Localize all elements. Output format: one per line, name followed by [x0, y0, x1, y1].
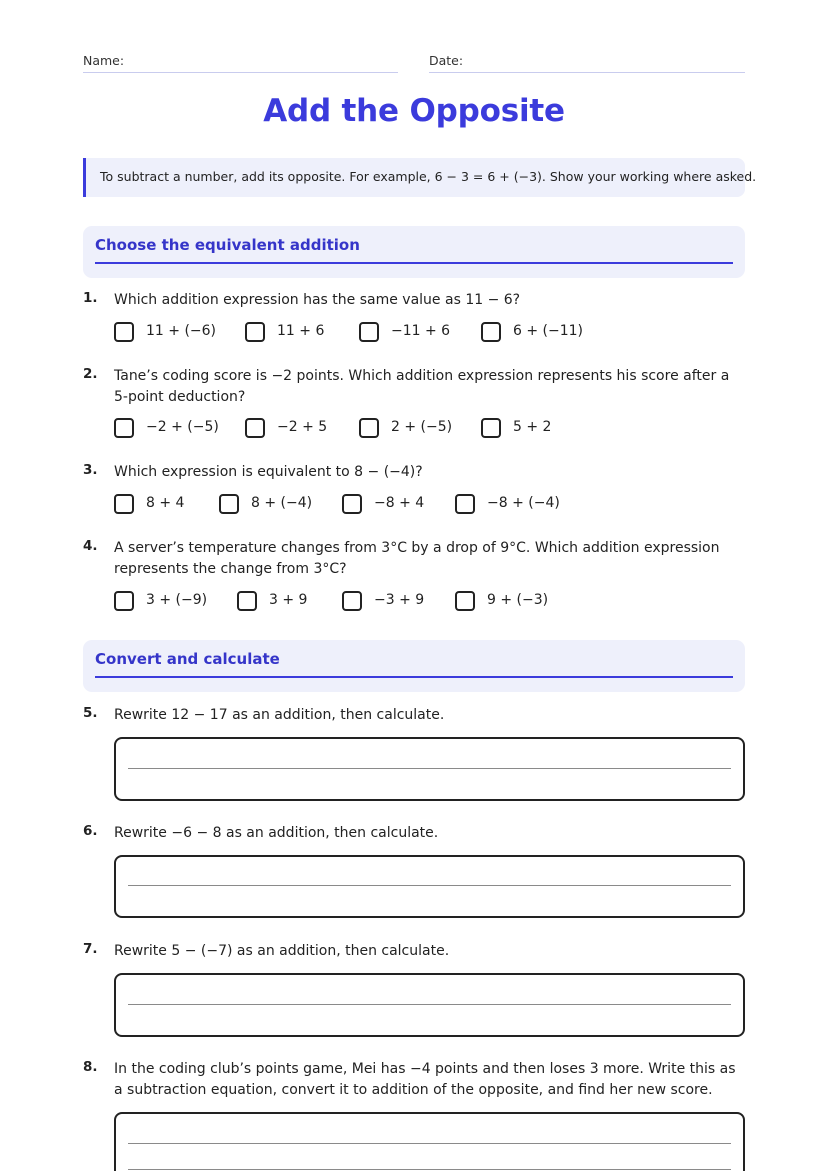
- checkbox-icon[interactable]: [359, 322, 379, 342]
- question-number: 2.: [83, 366, 98, 382]
- date-field[interactable]: [429, 52, 745, 73]
- section-rule: [95, 676, 733, 678]
- instructions-callout: [83, 158, 757, 197]
- answer-line: [128, 1169, 731, 1170]
- answer-box-7[interactable]: [114, 973, 745, 1037]
- section-title: Convert and calculate: [95, 650, 280, 668]
- checkbox-icon[interactable]: [481, 418, 501, 438]
- question-number: 3.: [83, 462, 98, 478]
- answer-box-8[interactable]: [114, 1112, 745, 1171]
- option-label: −2 + 5: [277, 419, 328, 435]
- answer-box-6[interactable]: [114, 855, 745, 918]
- answer-line: [128, 1004, 731, 1005]
- question-text: Rewrite 12 − 17 as an addition, then calculate.: [114, 707, 445, 723]
- checkbox-icon[interactable]: [245, 418, 265, 438]
- option-label: 9 + (−3): [487, 592, 549, 608]
- option-label: −8 + 4: [374, 495, 425, 511]
- question-number: 5.: [83, 705, 98, 721]
- checkbox-icon[interactable]: [237, 591, 257, 611]
- question-number: 8.: [83, 1059, 98, 1075]
- name-label: Name:: [83, 53, 125, 68]
- option-label: 3 + 9: [269, 592, 308, 608]
- option-label: 8 + (−4): [251, 495, 313, 511]
- option-label: −3 + 9: [374, 592, 425, 608]
- option-label: 8 + 4: [146, 495, 185, 511]
- answer-line: [128, 1143, 731, 1144]
- option-label: −2 + (−5): [146, 419, 219, 435]
- option-label: −8 + (−4): [487, 495, 560, 511]
- section-rule: [95, 262, 733, 264]
- section-title: Choose the equivalent addition: [95, 236, 360, 254]
- answer-line: [128, 768, 731, 769]
- question-number: 4.: [83, 538, 98, 554]
- question-number: 1.: [83, 290, 98, 306]
- checkbox-icon[interactable]: [481, 322, 501, 342]
- section-header-convert-calculate: [83, 640, 745, 692]
- date-label: Date:: [429, 53, 464, 68]
- checkbox-icon[interactable]: [359, 418, 379, 438]
- name-field[interactable]: [83, 52, 398, 73]
- checkbox-icon[interactable]: [455, 494, 475, 514]
- option-label: 5 + 2: [513, 419, 552, 435]
- question-text: In the coding club’s points game, Mei has −4 points and then loses 3 more. Write this as a subtraction equation, convert it to addition of the opposite, and find her new score.: [114, 1061, 736, 1098]
- option-label: 6 + (−11): [513, 323, 584, 339]
- checkbox-icon[interactable]: [455, 591, 475, 611]
- checkbox-icon[interactable]: [219, 494, 239, 514]
- checkbox-icon[interactable]: [342, 591, 362, 611]
- header-row: [83, 52, 745, 74]
- question-number: 7.: [83, 941, 98, 957]
- checkbox-icon[interactable]: [245, 322, 265, 342]
- question-text: Rewrite 5 − (−7) as an addition, then calculate.: [114, 943, 450, 959]
- question-text: Which addition expression has the same value as 11 − 6?: [114, 292, 521, 308]
- question-text: Tane’s coding score is −2 points. Which addition expression represents his score after a 5-point deduction?: [114, 368, 730, 405]
- option-label: 11 + (−6): [146, 323, 217, 339]
- question-text: Rewrite −6 − 8 as an addition, then calculate.: [114, 825, 439, 841]
- section-header-equivalent-addition: [83, 226, 745, 278]
- option-label: −11 + 6: [391, 323, 451, 339]
- checkbox-icon[interactable]: [114, 418, 134, 438]
- page-title: Add the Opposite: [263, 93, 565, 129]
- question-number: 6.: [83, 823, 98, 839]
- question-text: A server’s temperature changes from 3°C by a drop of 9°C. Which addition expression represents the change from 3°C?: [114, 540, 720, 577]
- option-label: 11 + 6: [277, 323, 325, 339]
- option-label: 2 + (−5): [391, 419, 453, 435]
- answer-line: [128, 885, 731, 886]
- checkbox-icon[interactable]: [114, 494, 134, 514]
- answer-box-5[interactable]: [114, 737, 745, 801]
- checkbox-icon[interactable]: [114, 591, 134, 611]
- question-text: Which expression is equivalent to 8 − (−4)?: [114, 464, 423, 480]
- option-label: 3 + (−9): [146, 592, 208, 608]
- checkbox-icon[interactable]: [342, 494, 362, 514]
- instructions-text: To subtract a number, add its opposite. For example, 6 − 3 = 6 + (−3). Show your working where asked.: [100, 169, 757, 184]
- checkbox-icon[interactable]: [114, 322, 134, 342]
